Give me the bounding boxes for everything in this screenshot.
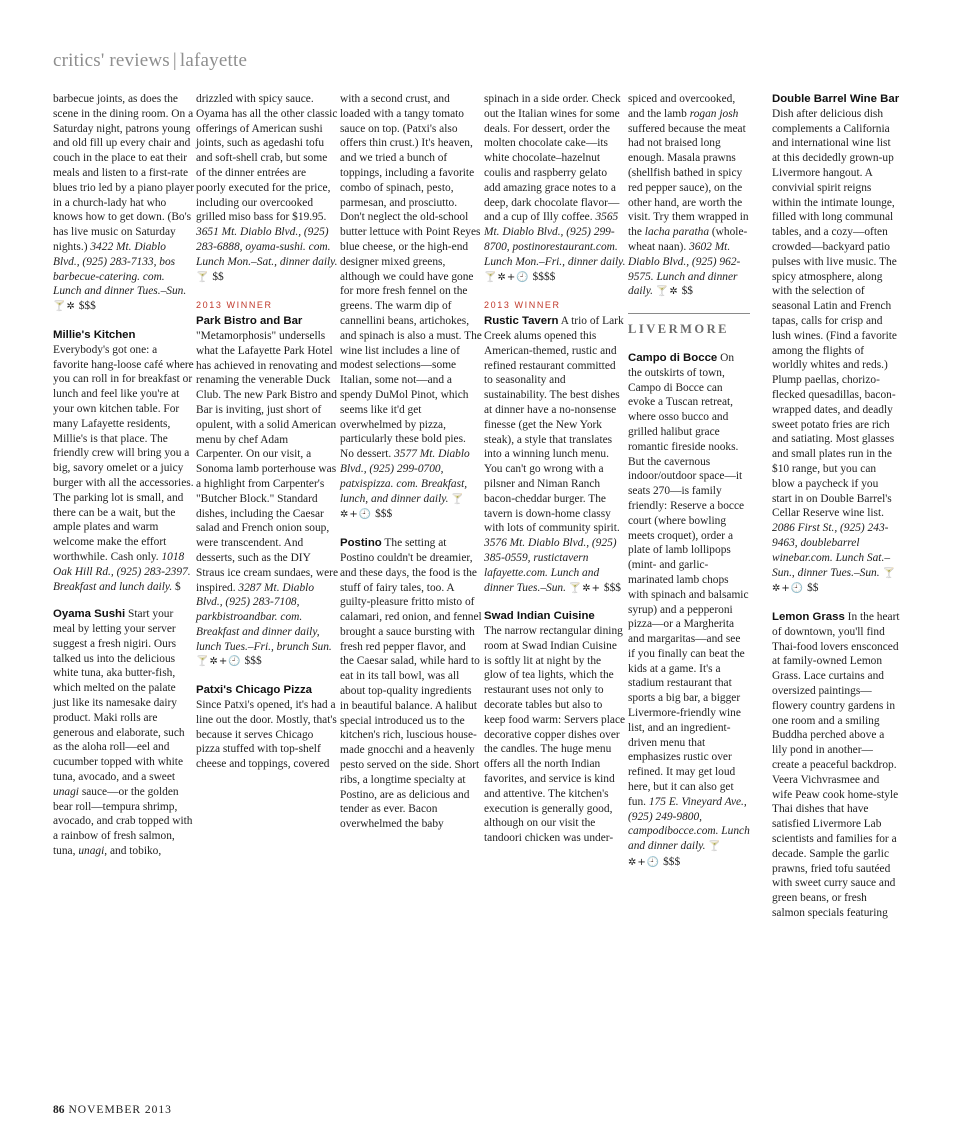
restaurant-name: Patxi's Chicago Pizza <box>196 684 313 697</box>
late-night-icon: 🕘 <box>228 656 242 668</box>
outdoor-icon: ✲ <box>628 857 638 869</box>
restaurant-name: Double Barrel Wine Bar <box>772 93 900 105</box>
cocktail-icon: 🍸 <box>196 656 210 668</box>
column-1 <box>53 92 195 872</box>
kids-icon: + <box>781 583 791 595</box>
restaurant-name: Park Bistro and Bar <box>196 315 303 328</box>
cocktail-icon: 🍸 <box>196 271 210 283</box>
review-patxis-pizza <box>196 683 338 772</box>
review-address: 3287 Mt. Diablo Blvd., (925) 283-7108, parkbistroandbar. com. Breakfast and dinner daily, lunch Tues.–Fri., brunch Sun. <box>196 581 332 653</box>
review-text: "Metamorphosis" undersells what the Lafayette Park Hotel has achieved in renovating and renaming the venerable Duck Club. The new Park Bistro and Bar is inviting, just short of opulent, with a solid American menu by chef Adam Carpenter. On our visit, a Sonoma lamb porterhouse was a highlight from Carpenter's "Butcher Block." Standard dishes, including the Caesar salad and French onion soup, were transcendent. And desserts, such as the DIY Straus ice cream sundaes, were inspired. <box>196 329 339 594</box>
kids-icon: + <box>218 656 229 668</box>
outdoor-icon: ✲ <box>582 582 592 594</box>
page-number: 86 <box>53 1104 65 1116</box>
price-rating: $$ <box>807 582 819 595</box>
late-night-icon: 🕘 <box>358 509 373 521</box>
review-continued <box>53 92 195 315</box>
outdoor-icon: ✲ <box>669 286 679 298</box>
cocktail-icon: 🍸 <box>484 271 498 283</box>
review-campo-di-bocce <box>628 351 750 871</box>
review-text: barbecue joints, as does the scene in the dining room. On a Saturday night, patrons young and old fill up every chair and couch in the place to eat their meals and listen to a first-rate blues trio led by a piano player in a church-lady hat who knows how to get down. (Bo's has live music on Saturday nights.) <box>53 93 195 253</box>
review-term: lacha paratha <box>644 226 710 239</box>
review-term: unagi <box>53 785 79 798</box>
outdoor-icon: ✲ <box>497 271 507 283</box>
review-text: The narrow rectangular dining room at Swad Indian Cuisine is softly lit at night by the glow of tea lights, which the restaurant uses not only to decorate tables but also to keep food warm: Servers place decorative copper dishes over the candles. The huge menu offers all the north Indian favorites, and service is kind and attentive. The kitchen's execution is generally good, although on our visit the tandoori chicken was under- <box>484 625 626 845</box>
review-address: 3422 Mt. Diablo Blvd., (925) 283-7133, bos barbecue-catering. com. Lunch and dinner Tues.–Sun. <box>53 240 187 298</box>
price-rating: $ <box>175 580 181 593</box>
amenity-icons <box>196 656 242 667</box>
restaurant-name: Lemon Grass <box>772 611 845 624</box>
section-header <box>53 50 247 72</box>
restaurant-name: Postino <box>340 537 382 550</box>
review-term: rogan josh <box>689 107 739 120</box>
price-rating: $$$ <box>78 300 96 313</box>
kids-icon: + <box>506 271 517 283</box>
cocktail-icon: 🍸 <box>451 493 465 505</box>
outdoor-icon: ✲ <box>66 301 76 313</box>
review-text: Everybody's got one: a favorite hang-loose café where you can roll in for breakfast or lunch and feel like you're at your own kitchen table. For many Lafayette residents, Millie's is that place. The friendly crew will bring you a big, savory omelet or a juicy burger with all the accessories. The parking lot is small, and there can be a wait, but the ample plates and warm welcome make the effort worthwhile. Cash only. <box>53 343 194 563</box>
city-heading: LIVERMORE <box>628 322 729 337</box>
page-footer <box>53 1104 172 1116</box>
column-6 <box>772 92 900 934</box>
review-oyama-sushi <box>53 607 195 859</box>
kids-icon: + <box>637 857 647 869</box>
review-address: 3577 Mt. Diablo Blvd., (925) 299-0700, patxispizza. com. Breakfast, lunch, and dinner daily. <box>340 448 470 505</box>
column-5 <box>628 92 750 884</box>
review-address: 175 E. Vineyard Ave., (925) 249-9800, campodibocce.com. Lunch and dinner daily. <box>628 795 750 853</box>
review-continued <box>340 92 482 523</box>
late-night-icon: 🕘 <box>646 857 661 869</box>
review-rustic-tavern <box>484 298 626 596</box>
review-term: unagi <box>78 845 105 858</box>
review-text: Dish after delicious dish complements a California and international wine list at this decidedly grown-up Livermore hangout. A convivial spirit reigns within the intimate lounge, filled with long communal tables, and a cozy—often crowded—backyard patio pulses with live music. The spicy atmosphere, along with the selection of seasonal Latin and French tapas, calls for crisp and lush wines. (Find a favorite among the flights of worldly whites and reds.) Plump paellas, chorizo-flecked quesadillas, bacon-wrapped dates, and deadly sweet potato fries are rich and satiating. Most glasses and small plates run in the $10 range, but you can blow a paycheck if you start in on Double Barrel's Cellar Reserve wine list. <box>772 107 897 520</box>
amenity-icons <box>53 301 76 312</box>
restaurant-name: Rustic Tavern <box>484 315 559 328</box>
review-continued <box>628 92 750 300</box>
column-2 <box>196 92 338 785</box>
cocktail-icon: 🍸 <box>655 286 670 298</box>
outdoor-icon: ✲ <box>209 656 219 668</box>
review-address: 1018 Oak Hill Rd., (925) 283-2397. Breakfast and lunch daily. <box>53 550 191 593</box>
review-postino <box>340 536 482 832</box>
review-continued <box>484 92 626 285</box>
review-text: The setting at Postino couldn't be dreamier, and these days, the food is the stuff of fairy tales, too. A guilty-pleasure fritto misto of calamari, red onion, and fennel brought a sauce bursting with fresh red pepper flavor, and the Caesar salad, while hard to eat in its tall bowl, was all about top-quality ingredients in beautiful balance. A halibut special introduced us to the kitchen's rich, luscious house-made gnocchi and a heavenly pesto served on the side. Short ribs, a longtime specialty at Postino, are as delicious and tender as ever. Bacon overwhelmed the baby <box>340 537 482 831</box>
winner-badge: 2013 WINNER <box>484 300 561 311</box>
review-address: 3565 Mt. Diablo Blvd., (925) 299-8700, postinorestaurant.com. Lunch Mon.–Fri., dinner daily. <box>484 211 626 268</box>
winner-badge: 2013 WINNER <box>196 300 273 311</box>
amenity-icons <box>569 583 601 594</box>
price-rating: $$$$ <box>532 270 556 283</box>
section-title: critics' reviews <box>53 50 170 71</box>
outdoor-icon: ✲ <box>340 509 350 521</box>
review-text: Since Patxi's opened, it's had a line out the door. Mostly, that's because it serves Chicago pizza stuffed with top-shelf cheese and toppings, covered <box>196 699 337 771</box>
price-rating: $$$ <box>244 655 262 668</box>
review-text: A trio of Lark Creek alums opened this American-themed, rustic and refined restaurant committed to seasonality and sustainability. The best dishes at dinner have a no-nonsense finesse (get the New York steak), a style that translates into a winning lunch menu. You can't go wrong with a pilsner and Niman Ranch bacon-cheddar burger. The tavern is down-home classy with lots of community spirit. <box>484 315 624 535</box>
late-night-icon: 🕘 <box>790 583 805 595</box>
amenity-icons <box>656 286 679 297</box>
review-park-bistro <box>196 298 338 670</box>
restaurant-name: Millie's Kitchen <box>53 328 136 341</box>
restaurant-name: Swad Indian Cuisine <box>484 610 595 623</box>
review-text: with a second crust, and loaded with a tangy tomato sauce on top. (Patxi's also offers thin crust.) It's heaven, and we tried a bunch of toppings, including a favorite combo of spinach, pesto, parmesan, and prosciutto. Don't neglect the old-school butter lettuce with Point Reyes blue cheese, or the high-end designer mixed greens, although we could have gone for more fresh fennel on the greens. The warm dip of cannellini beans, artichokes, and spinach is also a must. The wine list includes a line of modest selections—some Italian, some not—and a spendy DuMol Pinot, which seems like it'd get overwhelmed by pizza, particularly these bold pies. No dessert. <box>340 93 482 461</box>
review-swad-indian <box>484 609 626 846</box>
price-rating: $$ <box>212 270 224 283</box>
review-address: 3576 Mt. Diablo Blvd., (925) 385-0559, rustictavern lafayette.com. Lunch and dinner Tues.–Sun. <box>484 537 617 594</box>
restaurant-name: Campo di Bocce <box>628 351 718 364</box>
outdoor-icon: ✲ <box>772 583 782 595</box>
column-3 <box>340 92 482 845</box>
city-divider <box>628 313 750 314</box>
cocktail-icon: 🍸 <box>882 567 896 579</box>
price-rating: $$$ <box>603 581 621 594</box>
section-city: lafayette <box>179 50 248 71</box>
amenity-icons <box>484 272 530 283</box>
review-address: 3602 Mt. Diablo Blvd., (925) 962-9575. Lunch and dinner daily. <box>628 240 741 298</box>
review-text: In the heart of downtown, you'll find Thai-food lovers ensconced at family-owned Lemon Grass. Lace curtains and oversized paintings—flowery country gardens in one room and a smiling Buddha perched above a lily pond in another—create a peaceful backdrop. Veera Vichvrasmee and wife Peaw cook home-style Thai dishes that have satisfied Livermore Lab scientists and families for a decade. Sample the garlic prawns, fried tofu sautéed with sweet curry sauce and green beans, or fresh salmon specials featuring <box>772 611 900 920</box>
review-text: , and tobiko, <box>104 845 162 858</box>
review-double-barrel <box>772 92 900 597</box>
amenity-icons <box>196 272 209 283</box>
review-address: 2086 First St., (925) 243-9463, doublebarrel winebar.com. Lunch Sat.–Sun., dinner Tues.–Sun. <box>772 522 891 579</box>
restaurant-name: Oyama Sushi <box>53 608 126 621</box>
review-text: suffered because the meat had not braised long enough. Masala prawns (shellfish bathed in spicy red pepper sauce), on the other hand, are worth the visit. Try them wrapped in the <box>628 122 749 239</box>
review-text: (whole-wheat naan). <box>628 226 748 253</box>
price-rating: $$ <box>681 285 693 298</box>
review-text: drizzled with spicy sauce. Oyama has all the other classic offerings of American sushi joints, such as agedashi tofu and soft-shell crab, but some of the dinner entrées are poorly executed for the price, including our overcooked grilled miso bass for $19.95. <box>196 93 338 224</box>
kids-icon: + <box>591 582 602 594</box>
price-rating: $$$ <box>375 508 393 521</box>
price-rating: $$$ <box>663 856 681 869</box>
review-text: On the outskirts of town, Campo di Bocce can evoke a Tuscan retreat, where osso bucco and grilled halibut grace romantic fireside nooks. But the cavernous indoor/outdoor space—it seats 270—is family friendly: Reserve a bocce court (where bowling meets croquet), order a plate of lamb lollipops (mint- and garlic-marinated lamb chops with spinach and balsamic syrup) and a pepperoni pizza—or a Margherita and margaritas—and see if you finally can beat the kids at a game. It's a stadium restaurant that sports a big bar, a bigger Livermore-friendly wine list, and an ingredient-driven menu that emphasizes rustic over refined. It may get loud here, but it can also get fun. <box>628 351 749 808</box>
review-text: sauce—or the golden bear roll—tempura shrimp, avocado, and crab topped with a rainbow of fresh salmon, tuna, <box>53 785 193 858</box>
review-continued <box>196 92 338 285</box>
kids-icon: + <box>349 509 359 521</box>
review-text: Start your meal by letting your server suggest a fresh nigiri. Ours talked us into the delicious white tuna, aka butter-fish, which melted on the palate just like its namesake dairy product. Maki rolls are generous and elaborate, such as the aloha roll—eel and cucumber topped with white tuna, avocado, and a sweet <box>53 608 185 784</box>
review-millies-kitchen <box>53 328 195 594</box>
cocktail-icon: 🍸 <box>708 841 722 853</box>
review-lemon-grass <box>772 610 900 921</box>
late-night-icon: 🕘 <box>516 271 530 283</box>
column-4 <box>484 92 626 859</box>
review-text: spinach in a side order. Check out the Italian wines for some deals. For dessert, order the molten chocolate cake—its white chocolate–hazelnut coulis and raspberry gelato add amazing grace notes to a deep, dark chocolate flavor—and a cup of Illy coffee. <box>484 93 621 224</box>
review-address: 3651 Mt. Diablo Blvd., (925) 283-6888, oyama-sushi. com. Lunch Mon.–Sat., dinner daily. <box>196 226 338 268</box>
cocktail-icon: 🍸 <box>568 582 583 594</box>
review-text: spiced and overcooked, and the lamb <box>628 93 736 120</box>
issue-date: NOVEMBER 2013 <box>68 1104 172 1116</box>
cocktail-icon: 🍸 <box>53 301 67 313</box>
header-separator: | <box>172 50 177 71</box>
